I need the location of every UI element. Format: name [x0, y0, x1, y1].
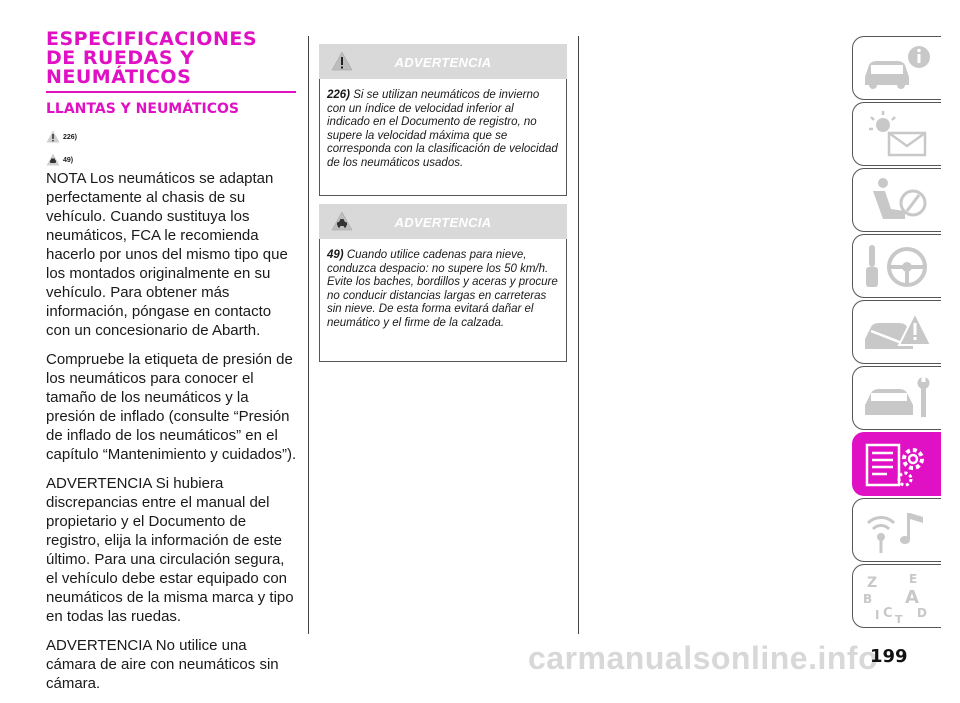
warning-block-49	[319, 204, 567, 362]
warning-triangle-icon	[46, 130, 60, 143]
tab-dashboard[interactable]	[852, 36, 941, 100]
warning-body	[319, 79, 567, 196]
page-title: ESPECIFICACIONES DE RUEDAS Y NEUMÁTICOS	[46, 28, 258, 88]
title-divider	[46, 91, 296, 93]
warning-block-226	[319, 44, 567, 196]
tab-emergency[interactable]	[852, 300, 941, 364]
svg-text:I: I	[875, 608, 880, 622]
paragraph-etiqueta: Compruebe la etiqueta de presión de los neumáticos para conocer el tamaño de los neumáticos y la presión de inflado (consulte “Presión de inflado de los neumáticos” en el capítulo “Mantenimiento y cuidados”).	[46, 351, 297, 463]
caution-ref: 49)	[46, 146, 298, 166]
multimedia-icon	[859, 503, 935, 557]
warning-number: 49)	[327, 249, 344, 261]
warning-title: ADVERTENCIA	[394, 55, 492, 70]
tab-specifications[interactable]	[852, 432, 941, 496]
paragraph-advertencia-2: ADVERTENCIA No utilice una cámara de aire con neumáticos sin cámara.	[46, 637, 279, 692]
svg-text:B: B	[863, 592, 873, 606]
lights-envelope-icon	[859, 107, 935, 161]
paragraph-advertencia-1: ADVERTENCIA Si hubiera discrepancias entre el manual del propietario y el Documento de registro, elija la información de este último. Para una circulación segura, el vehículo debe estar equipado con neumáticos de la misma marca y tipo en todas las ruedas.	[46, 475, 294, 625]
car-triangle-icon	[46, 153, 60, 166]
warnings-column	[319, 44, 567, 362]
svg-text:T: T	[895, 613, 903, 623]
tab-index[interactable]	[852, 564, 941, 628]
tab-maintenance[interactable]	[852, 366, 941, 430]
emergency-icon	[859, 305, 935, 359]
warning-text: Si se utilizan neumáticos de invierno con un índice de velocidad inferior al indicado en el Documento de registro, no supere la velocidad máxima que se corresponda con la clasificación de velocidad de los neumáticos usados.	[327, 89, 558, 169]
tab-lights[interactable]	[852, 102, 941, 166]
seat-airbag-icon	[859, 173, 935, 227]
warning-body	[319, 239, 567, 362]
tab-multimedia[interactable]	[852, 498, 941, 562]
warning-text: Cuando utilice cadenas para nieve, conduzca despacio: no supere los 50 km/h. Evite los baches, bordillos y aceras y procure no conducir distancias largas en carreteras sin nieve. De esta forma evitará dañar el neumático y el firme de la calzada.	[327, 249, 558, 329]
watermark: carmanualsonline.info	[528, 640, 879, 676]
tab-driving[interactable]	[852, 234, 941, 298]
car-info-icon	[859, 41, 935, 95]
svg-text:Z: Z	[867, 575, 878, 591]
warning-header	[319, 204, 567, 239]
key-steering-icon	[859, 239, 935, 293]
index-letters-icon	[859, 569, 935, 623]
warning-number: 226)	[327, 89, 351, 101]
main-column	[46, 30, 298, 703]
svg-text:A: A	[905, 587, 919, 608]
warning-header	[319, 44, 567, 79]
warning-ref: 226)	[46, 123, 298, 143]
specs-gear-icon	[859, 437, 935, 491]
section-title: LLANTAS Y NEUMÁTICOS	[46, 101, 240, 117]
tab-safety[interactable]	[852, 168, 941, 232]
page-number: 199	[870, 646, 908, 667]
svg-text:C: C	[883, 606, 893, 621]
paragraph-nota: NOTA Los neumáticos se adaptan perfectamente al chasis de su vehículo. Cuando sustituya los neumáticos, FCA le recomienda hacerlo por unos del mismo tipo que los montados originalmente en su vehículo. Para obtener más información, póngase en contacto con un concesionario de Abarth.	[46, 170, 288, 339]
warning-title: ADVERTENCIA	[394, 215, 492, 230]
column-divider-left	[308, 36, 309, 634]
svg-text:D: D	[917, 606, 927, 620]
column-divider-right	[578, 36, 579, 634]
svg-text:E: E	[909, 572, 918, 586]
car-wrench-icon	[859, 371, 935, 425]
